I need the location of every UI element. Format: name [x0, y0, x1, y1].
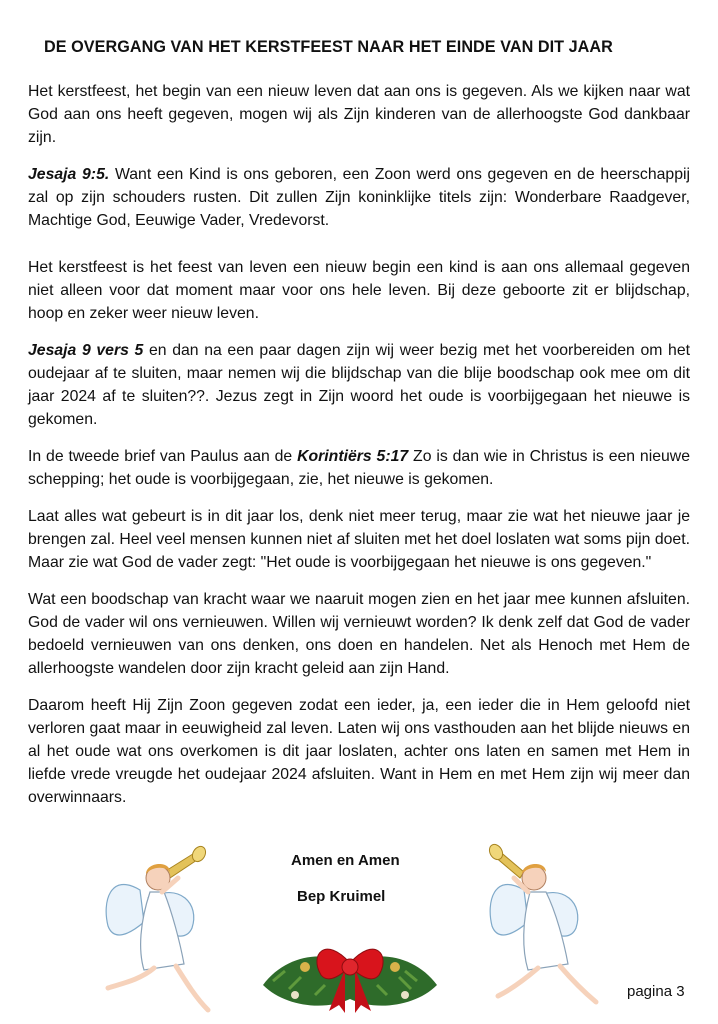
- page-title: DE OVERGANG VAN HET KERSTFEEST NAAR HET EINDE VAN DIT JAAR: [44, 38, 613, 56]
- angel-icon: [106, 844, 208, 1010]
- paragraph-5: [28, 445, 690, 491]
- christmas-wreath-icon: [263, 949, 437, 1013]
- wreath-illustration: [255, 915, 445, 1015]
- closing-text: Amen en Amen: [291, 852, 400, 869]
- angel-icon: [487, 842, 596, 1002]
- bible-reference: Jesaja 9 vers 5: [28, 342, 144, 359]
- angel-left-illustration: [100, 842, 222, 1018]
- page-number: pagina 3: [627, 983, 685, 1000]
- paragraph-2: [28, 163, 690, 232]
- paragraph-5-intro: In de tweede brief van Paulus aan de: [28, 448, 298, 465]
- paragraph-7: Wat een boodschap van kracht waar we naaruit mogen zien en het jaar mee kunnen afsluiten. God de vader wil ons vernieuwen. Willen wij vernieuwt worden? Ik denk zelf dat God de vader bedoeld vernieuwen van ons denken, ons doen en handelen. Net als Henoch met Hem de allerhoogste wandelen door zijn kracht geleid aan zijn Hand.: [28, 591, 690, 677]
- paragraph-1: Het kerstfeest, het begin van een nieuw leven dat aan ons is gegeven. Als we kijken naar wat God aan ons heeft gegeven, mogen wij als Zijn kinderen van de allerhoogste God dankbaar zijn.: [28, 83, 690, 146]
- paragraph-2-text: Want een Kind is ons geboren, een Zoon werd ons gegeven en de heerschappij zal op zijn schouders rusten. Dit zullen Zijn koninklijke titels zijn: Wonderbare Raadgever, Machtige God, Eeuwige Vader, Vredevorst.: [28, 166, 690, 229]
- angel-right-illustration: [484, 842, 606, 1018]
- paragraph-4-text: en dan na een paar dagen zijn wij weer bezig met het voorbereiden om het oudejaar af te sluiten, maar nemen wij die blijdschap van die blije boodschap ook mee om dit jaar 2024 af te sluiten??. Jezus zegt in Zijn woord het oude is voorbijgegaan het nieuwe is gekomen.: [28, 342, 691, 428]
- paragraph-3: Het kerstfeest is het feest van leven een nieuw begin een kind is aan ons allemaal gegeven niet alleen voor dat moment maar voor ons hele leven. Bij deze geboorte zit er blijdschap, hoop en zeker weer nieuw leven.: [28, 259, 690, 322]
- paragraph-8: Daarom heeft Hij Zijn Zoon gegeven zodat een ieder, ja, een ieder die in Hem geloofd niet verloren gaat maar in eeuwigheid zal leven. Laten wij ons vasthouden aan het blijde nieuws en al het oude wat ons overkomen is dit jaar loslaten, achter ons laten en samen met Hem in liefde vrede vreugde het oudejaar 2024 afsluiten. Want in Hem en met Hem zijn wij meer dan overwinnaars.: [28, 697, 690, 806]
- paragraph-6: Laat alles wat gebeurt is in dit jaar los, denk niet meer terug, maar zie wat het nieuwe jaar je brengen zal. Heel veel mensen kunnen niet af sluiten met het doel loslaten wat soms pijn doet. Maar zie wat God de vader zegt: "Het oude is voorbijgegaan het nieuwe is ons gegeven.": [28, 508, 690, 571]
- bible-reference: Jesaja 9:5.: [28, 166, 110, 183]
- bible-reference: Korintiërs 5:17: [297, 448, 409, 465]
- paragraph-5-text: Zo is dan wie in Christus is een nieuwe schepping; het oude is voorbijgegaan, zie, het nieuwe is gekomen.: [28, 448, 690, 488]
- article-body: [28, 80, 690, 823]
- paragraph-4: [28, 339, 690, 431]
- author-name: Bep Kruimel: [297, 888, 386, 905]
